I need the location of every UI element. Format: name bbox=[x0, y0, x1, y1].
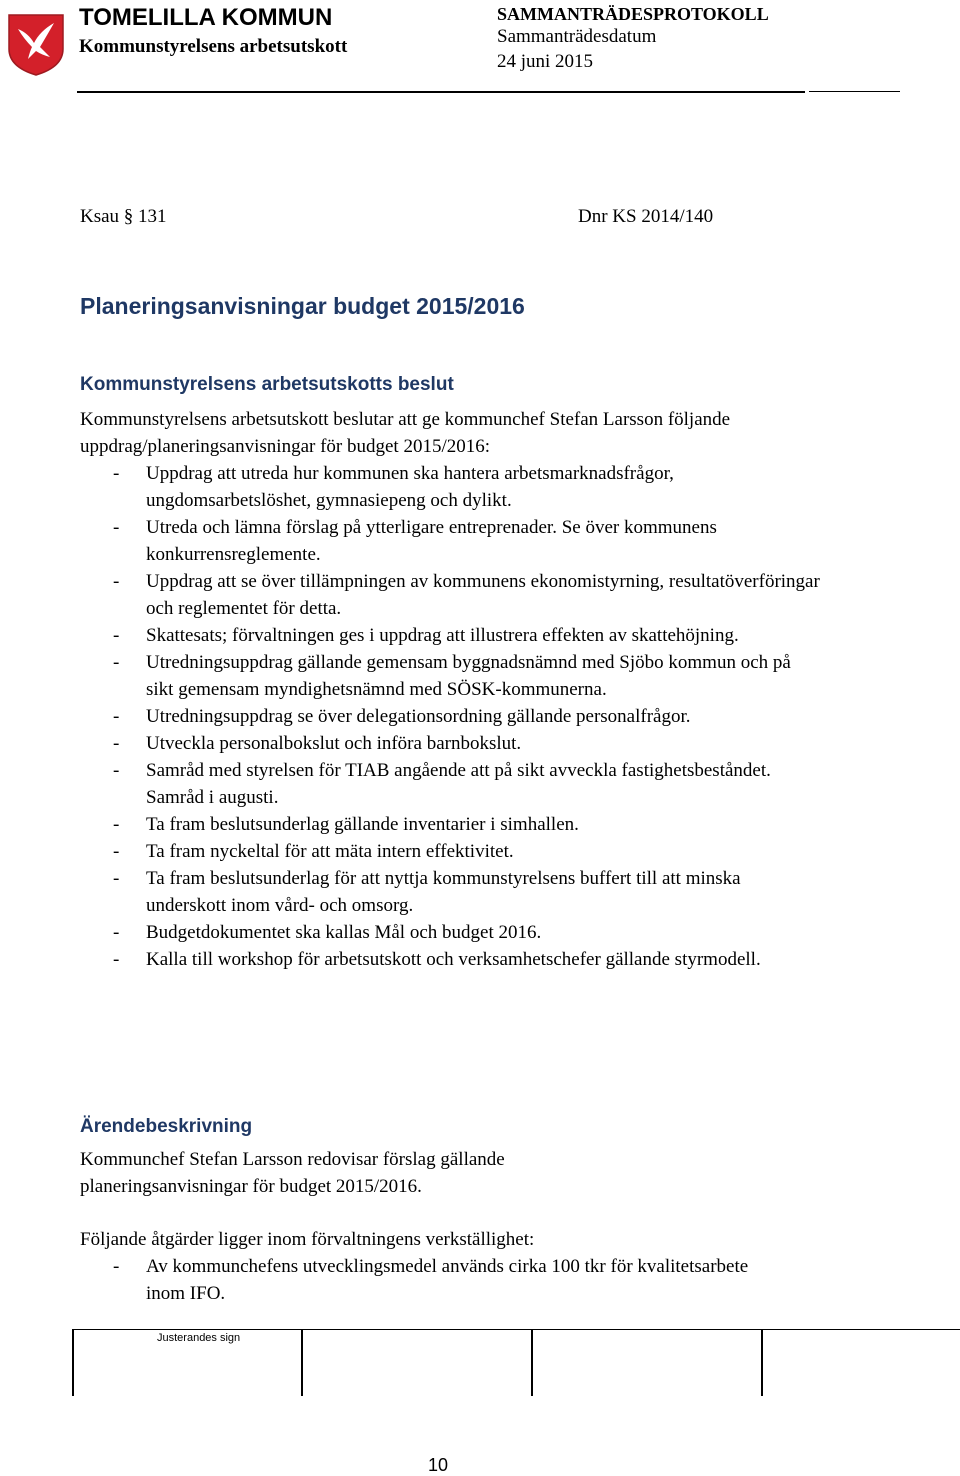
municipality-coat-of-arms bbox=[6, 13, 66, 77]
board-name: Kommunstyrelsens arbetsutskott bbox=[79, 36, 348, 57]
decision-section bbox=[80, 406, 820, 973]
diary-number: Dnr KS 2014/140 bbox=[578, 206, 714, 227]
list-item: - Ta fram beslutsunderlag gällande inventarier i simhallen. bbox=[80, 811, 820, 838]
list-item: - Ta fram nyckeltal för att mäta intern effektivitet. bbox=[80, 838, 820, 865]
list-item: - Uppdrag att se över tillämpningen av kommunens ekonomistyrning, resultatöverföringar och reglementet för detta. bbox=[80, 568, 820, 622]
page-title: Planeringsanvisningar budget 2015/2016 bbox=[80, 293, 525, 319]
page-number: 10 bbox=[428, 1455, 449, 1475]
list-item: - Uppdrag att utreda hur kommunen ska hantera arbetsmarknadsfrågor, ungdomsarbetslöshet, gymnasiepeng och dylikt. bbox=[80, 460, 820, 514]
description-text: Kommunchef Stefan Larsson redovisar förslag gällande planeringsanvisningar för budget 2015/2016. bbox=[80, 1149, 505, 1197]
decision-list bbox=[80, 460, 820, 973]
list-item: - Utredningsuppdrag gällande gemensam byggnadsnämnd med Sjöbo kommun och på sikt gemensam myndighetsnämnd med SÖSK-kommunerna. bbox=[80, 649, 820, 703]
signature-cell-divider bbox=[761, 1330, 763, 1396]
list-item: - Utredningsuppdrag se över delegationsordning gällande personalfrågor. bbox=[80, 703, 820, 730]
header-divider bbox=[77, 91, 805, 93]
document-type: SAMMANTRÄDESPROTOKOLL bbox=[497, 4, 769, 24]
description-heading: Ärendebeskrivning bbox=[80, 1116, 253, 1137]
signature-cell-divider bbox=[531, 1330, 533, 1396]
measures-section bbox=[80, 1226, 820, 1307]
list-item: - Kalla till workshop för arbetsutskott och verksamhetschefer gällande styrmodell. bbox=[80, 946, 820, 973]
list-item: - Av kommunchefens utvecklingsmedel används cirka 100 tkr för kvalitetsarbete inom IFO. bbox=[80, 1253, 760, 1307]
measures-list bbox=[80, 1253, 760, 1307]
list-item: - Skattesats; förvaltningen ges i uppdrag att illustrera effekten av skattehöjning. bbox=[80, 622, 820, 649]
meeting-date: 24 juni 2015 bbox=[497, 51, 594, 72]
list-item: - Utreda och lämna förslag på ytterligare entreprenader. Se över kommunens konkurrensreglemente. bbox=[80, 514, 820, 568]
decision-heading: Kommunstyrelsens arbetsutskotts beslut bbox=[80, 374, 454, 395]
municipality-name: TOMELILLA KOMMUN bbox=[79, 4, 333, 31]
measures-intro: Följande åtgärder ligger inom förvaltningens verkställighet: bbox=[80, 1229, 535, 1250]
meeting-date-label: Sammanträdesdatum bbox=[497, 26, 657, 47]
paragraph-reference: Ksau § 131 bbox=[80, 206, 167, 227]
list-item: - Samråd med styrelsen för TIAB angående att på sikt avveckla fastighetsbeståndet. Samråd i augusti. bbox=[80, 757, 820, 811]
list-item: - Budgetdokumentet ska kallas Mål och budget 2016. bbox=[80, 919, 820, 946]
coat-of-arms-icon bbox=[6, 13, 66, 77]
signature-cell-divider bbox=[72, 1330, 74, 1396]
decision-intro: Kommunstyrelsens arbetsutskott beslutar att ge kommunchef Stefan Larsson följande uppdrag/planeringsanvisningar för budget 2015/2016: bbox=[80, 409, 731, 457]
signature-label: Justerandes sign bbox=[157, 1332, 241, 1344]
list-item: - Ta fram beslutsunderlag för att nyttja kommunstyrelsens buffert till att minska underskott inom vård- och omsorg. bbox=[80, 865, 820, 919]
signature-cell-divider bbox=[301, 1330, 303, 1396]
header-divider-right bbox=[809, 91, 900, 92]
list-item: - Utveckla personalbokslut och införa barnbokslut. bbox=[80, 730, 820, 757]
